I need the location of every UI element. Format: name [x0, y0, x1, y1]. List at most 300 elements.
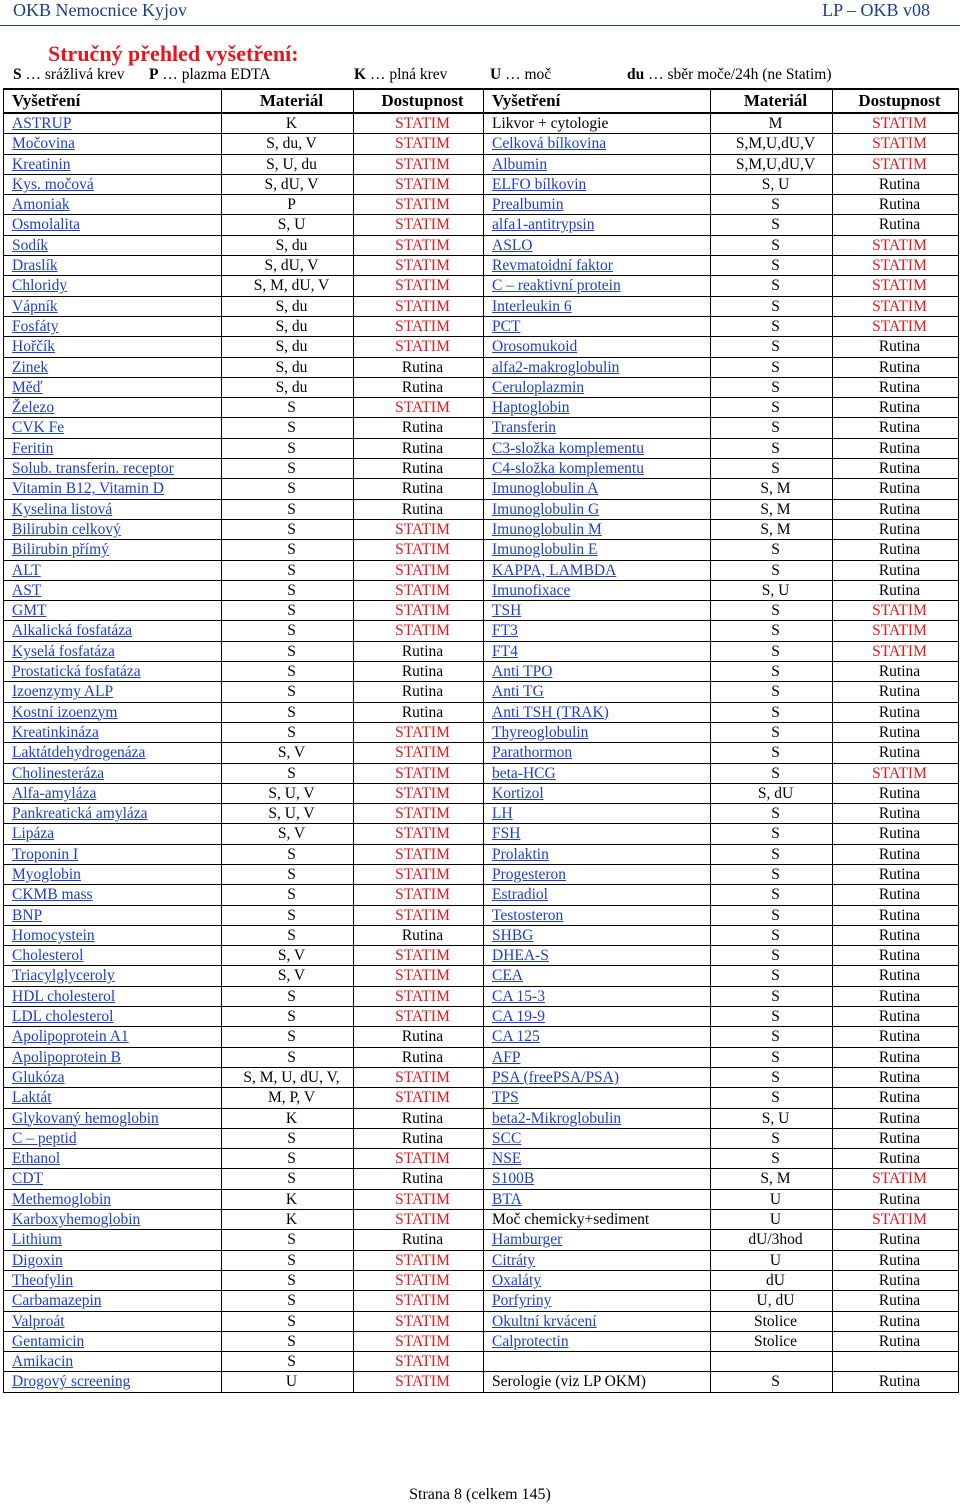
test-link[interactable]: Citráty	[492, 1251, 536, 1269]
availability-value: STATIM	[395, 764, 450, 782]
material-cell	[711, 905, 833, 925]
material-cell	[222, 1108, 354, 1128]
test-link[interactable]: Chloridy	[12, 277, 68, 295]
test-name-cell	[4, 174, 222, 194]
availability-value: STATIM	[872, 602, 927, 620]
availability-value: Rutina	[878, 967, 921, 985]
material-cell	[711, 1270, 833, 1290]
material-cell	[222, 174, 354, 194]
test-name-cell	[484, 702, 711, 722]
test-name-cell	[484, 1149, 711, 1169]
availability-cell	[833, 1189, 959, 1209]
test-link[interactable]: Prealbumin	[492, 196, 564, 214]
test-label: Likvor + cytologie	[492, 115, 609, 132]
table-row	[4, 682, 959, 702]
test-link[interactable]: Carbamazepin	[12, 1292, 102, 1310]
availability-value: STATIM	[395, 825, 450, 843]
availability-value: Rutina	[878, 480, 921, 498]
material-value: S, V	[277, 967, 306, 985]
test-link[interactable]: AFP	[492, 1048, 521, 1066]
test-link[interactable]: Haptoglobin	[492, 399, 570, 417]
test-name-cell	[484, 682, 711, 702]
test-name-cell	[4, 783, 222, 803]
availability-value: Rutina	[401, 480, 444, 498]
test-link[interactable]: CVK Fe	[12, 419, 65, 437]
test-link[interactable]: Apolipoprotein B	[12, 1048, 121, 1066]
test-link[interactable]: Methemoglobin	[12, 1190, 112, 1208]
test-link[interactable]: S100B	[492, 1170, 535, 1188]
test-link[interactable]: Calprotectin	[492, 1332, 569, 1350]
availability-value: STATIM	[395, 967, 450, 985]
test-link[interactable]: Železo	[12, 399, 55, 417]
availability-cell	[833, 398, 959, 418]
availability-cell	[833, 1331, 959, 1351]
test-link[interactable]: Sodík	[12, 236, 49, 254]
test-link[interactable]: Fosfáty	[12, 317, 59, 335]
test-link[interactable]: Kortizol	[492, 784, 544, 802]
availability-cell	[833, 601, 959, 621]
material-value: S	[771, 297, 780, 315]
test-link[interactable]: Myoglobin	[12, 865, 81, 883]
material-value: U	[285, 1373, 298, 1391]
availability-value: Rutina	[878, 865, 921, 883]
availability-value: Rutina	[401, 1231, 444, 1249]
material-cell	[222, 1291, 354, 1311]
test-link[interactable]: Močovina	[12, 135, 75, 153]
test-link[interactable]: Glukóza	[12, 1068, 65, 1086]
availability-value: Rutina	[878, 338, 921, 356]
test-link[interactable]: ELFO bílkovin	[492, 175, 587, 193]
material-value: S	[287, 1271, 296, 1289]
test-name-cell	[484, 1331, 711, 1351]
material-value: S	[771, 744, 780, 762]
availability-cell	[833, 641, 959, 661]
material-cell	[222, 804, 354, 824]
material-cell	[711, 174, 833, 194]
test-link[interactable]: beta2-Mikroglobulin	[492, 1109, 622, 1127]
test-link[interactable]: Interleukin 6	[492, 297, 572, 315]
availability-value: Rutina	[878, 358, 921, 376]
material-value: S, du	[275, 317, 308, 335]
availability-value: STATIM	[395, 399, 450, 417]
availability-cell	[354, 1088, 484, 1108]
test-name-cell	[4, 316, 222, 336]
test-link[interactable]: Testosteron	[492, 906, 564, 924]
test-name-cell	[4, 1027, 222, 1047]
test-link[interactable]: FSH	[492, 825, 521, 843]
test-link[interactable]: alfa2-makroglobulin	[492, 358, 620, 376]
availability-value: STATIM	[395, 277, 450, 295]
test-link[interactable]: ALT	[12, 561, 41, 579]
availability-value: Rutina	[878, 500, 921, 518]
test-link[interactable]: C4-složka komplementu	[492, 460, 644, 478]
material-value: S, U, V	[268, 784, 315, 802]
availability-cell	[354, 1372, 484, 1392]
test-link[interactable]: C – reaktivní protein	[492, 277, 621, 295]
test-link[interactable]: Kostní izoenzym	[12, 703, 118, 721]
availability-value: Rutina	[878, 744, 921, 762]
material-cell	[711, 418, 833, 438]
material-cell	[711, 702, 833, 722]
test-link[interactable]: HDL cholesterol	[12, 987, 116, 1005]
material-cell	[711, 337, 833, 357]
material-cell	[222, 1088, 354, 1108]
material-value: S	[287, 642, 296, 660]
availability-cell	[354, 1027, 484, 1047]
table-row	[4, 621, 959, 641]
test-link[interactable]: Feritin	[12, 439, 54, 457]
test-link[interactable]: beta-HCG	[492, 764, 556, 782]
availability-value: STATIM	[395, 297, 450, 315]
test-link[interactable]: Lithium	[12, 1231, 62, 1249]
test-name-cell	[4, 276, 222, 296]
test-link[interactable]: Alkalická fosfatáza	[12, 622, 133, 640]
material-value: S	[771, 845, 780, 863]
test-link[interactable]: Ethanol	[12, 1150, 61, 1168]
test-link[interactable]: Homocystein	[12, 926, 95, 944]
availability-value: STATIM	[395, 845, 450, 863]
table-row	[4, 1250, 959, 1270]
material-value: S	[287, 1332, 296, 1350]
availability-value: STATIM	[395, 1211, 450, 1229]
material-cell	[222, 398, 354, 418]
material-cell	[222, 925, 354, 945]
availability-cell	[833, 1210, 959, 1230]
test-link[interactable]: LH	[492, 805, 513, 823]
material-value: U	[769, 1211, 782, 1229]
test-link[interactable]: Hamburger	[492, 1231, 563, 1249]
availability-cell	[833, 235, 959, 255]
test-link[interactable]: Digoxin	[12, 1251, 63, 1269]
test-link[interactable]: Bilirubin celkový	[12, 520, 121, 538]
material-cell	[222, 986, 354, 1006]
test-link[interactable]: Triacylglyceroly	[12, 967, 115, 985]
test-name-cell	[4, 601, 222, 621]
test-name-cell	[4, 905, 222, 925]
test-link[interactable]: Porfyriny	[492, 1292, 552, 1310]
test-link[interactable]: KAPPA, LAMBDA	[492, 561, 617, 579]
test-link[interactable]: C3-složka komplementu	[492, 439, 644, 457]
availability-value: Rutina	[878, 703, 921, 721]
col-header-test: Vyšetření	[484, 89, 711, 113]
availability-cell	[354, 499, 484, 519]
availability-cell	[354, 986, 484, 1006]
test-link[interactable]: Anti TG	[492, 683, 544, 701]
availability-value: Rutina	[878, 1251, 921, 1269]
test-link[interactable]: TSH	[492, 602, 522, 620]
material-cell	[222, 337, 354, 357]
test-link[interactable]: Vitamin B12, Vitamin D	[12, 480, 164, 498]
material-cell	[222, 966, 354, 986]
test-link[interactable]: Imunoglobulin M	[492, 520, 602, 538]
test-link[interactable]: Kys. močová	[12, 175, 94, 193]
availability-value: STATIM	[872, 135, 927, 153]
test-name-cell	[484, 966, 711, 986]
test-link[interactable]: Thyreoglobulin	[492, 723, 589, 741]
availability-cell	[354, 1352, 484, 1372]
test-link[interactable]: ASLO	[492, 236, 533, 254]
test-link[interactable]: Kreatinkináza	[12, 723, 99, 741]
test-name-cell	[4, 844, 222, 864]
material-cell	[222, 316, 354, 336]
table-row	[4, 296, 959, 316]
test-name-cell	[4, 1149, 222, 1169]
material-value: S	[287, 865, 296, 883]
material-cell	[711, 316, 833, 336]
test-link[interactable]: Amoniak	[12, 196, 70, 214]
legend-item: U … moč	[490, 66, 552, 83]
test-link[interactable]: alfa1-antitrypsin	[492, 216, 595, 234]
test-name-cell	[484, 1108, 711, 1128]
test-link[interactable]: Revmatoidní faktor	[492, 257, 613, 275]
material-cell	[222, 763, 354, 783]
test-link[interactable]: NSE	[492, 1150, 522, 1168]
test-link[interactable]: TPS	[492, 1089, 519, 1107]
test-name-cell	[4, 418, 222, 438]
test-link[interactable]: Kyselina listová	[12, 500, 113, 518]
test-link[interactable]: C – peptid	[12, 1129, 77, 1147]
availability-value: Rutina	[878, 175, 921, 193]
material-value: S	[771, 825, 780, 843]
availability-cell	[833, 154, 959, 174]
test-link[interactable]: Glykovaný hemoglobin	[12, 1109, 159, 1127]
material-cell	[711, 134, 833, 154]
material-cell	[711, 966, 833, 986]
test-link[interactable]: LDL cholesterol	[12, 1008, 114, 1026]
test-link[interactable]: Albumin	[492, 155, 548, 173]
material-value: S, dU	[757, 784, 794, 802]
availability-value: STATIM	[395, 317, 450, 335]
test-link[interactable]: Celková bílkovina	[492, 135, 607, 153]
test-link[interactable]: Drogový screening	[12, 1373, 131, 1391]
test-link[interactable]: Gentamicin	[12, 1332, 85, 1350]
material-value: S	[771, 723, 780, 741]
test-link[interactable]: Lipáza	[12, 825, 55, 843]
table-row	[4, 743, 959, 763]
availability-value: STATIM	[395, 135, 450, 153]
test-link[interactable]: CKMB mass	[12, 886, 93, 904]
test-link[interactable]: CA 19-9	[492, 1008, 545, 1026]
test-link[interactable]: Pankreatická amyláza	[12, 805, 148, 823]
test-link[interactable]: Bilirubin přímý	[12, 541, 109, 559]
test-link[interactable]: Ceruloplazmin	[492, 378, 585, 396]
material-cell	[222, 1047, 354, 1067]
test-link[interactable]: PSA (freePSA/PSA)	[492, 1068, 620, 1086]
test-name-cell	[484, 743, 711, 763]
material-value: S	[287, 602, 296, 620]
test-link[interactable]: Alfa-amyláza	[12, 784, 97, 802]
test-link[interactable]: Anti TSH (TRAK)	[492, 703, 609, 721]
header-left: OKB Nemocnice Kyjov	[13, 0, 187, 20]
test-link[interactable]: FT4	[492, 642, 518, 660]
test-link[interactable]: Okultní krvácení	[492, 1312, 597, 1330]
material-value: S	[771, 926, 780, 944]
availability-cell	[833, 722, 959, 742]
test-link[interactable]: ASTRUP	[12, 115, 72, 132]
test-link[interactable]: Kreatinin	[12, 155, 71, 173]
availability-cell	[354, 337, 484, 357]
test-link[interactable]: Estradiol	[492, 886, 548, 904]
test-link[interactable]: Laktátdehydrogenáza	[12, 744, 146, 762]
availability-cell	[833, 621, 959, 641]
material-cell	[222, 540, 354, 560]
availability-cell	[354, 357, 484, 377]
test-link[interactable]: CA 15-3	[492, 987, 545, 1005]
test-link[interactable]: Prolaktin	[492, 845, 549, 863]
material-cell	[222, 357, 354, 377]
material-value: S, U, du	[266, 155, 317, 173]
test-link[interactable]: SHBG	[492, 926, 534, 944]
availability-value: Rutina	[878, 663, 921, 681]
material-value: S	[771, 663, 780, 681]
table-row	[4, 1027, 959, 1047]
test-link[interactable]: FT3	[492, 622, 518, 640]
availability-cell	[354, 438, 484, 458]
test-link[interactable]: SCC	[492, 1129, 522, 1147]
material-value: dU	[766, 1271, 785, 1289]
test-name-cell	[484, 1088, 711, 1108]
test-link[interactable]: Draslík	[12, 257, 58, 275]
material-cell	[222, 519, 354, 539]
availability-value: STATIM	[395, 541, 450, 559]
material-value: S	[771, 805, 780, 823]
test-link[interactable]: BTA	[492, 1190, 522, 1208]
availability-cell	[833, 946, 959, 966]
test-link[interactable]: Kyselá fosfatáza	[12, 642, 115, 660]
test-link[interactable]: Karboxyhemoglobin	[12, 1211, 141, 1229]
test-link[interactable]: DHEA-S	[492, 947, 549, 965]
page-title: Stručný přehled vyšetření:	[48, 41, 299, 66]
test-link[interactable]: Cholesterol	[12, 947, 84, 965]
test-name-cell	[484, 1270, 711, 1290]
material-cell	[711, 1250, 833, 1270]
material-value: K	[285, 1211, 298, 1229]
test-link[interactable]: Měď	[12, 378, 43, 396]
material-value: S	[771, 317, 780, 335]
availability-cell	[833, 519, 959, 539]
material-cell	[711, 641, 833, 661]
material-value: S	[287, 683, 296, 701]
test-name-cell	[484, 276, 711, 296]
test-link[interactable]: Anti TPO	[492, 663, 553, 681]
table-row	[4, 337, 959, 357]
material-cell	[222, 621, 354, 641]
material-cell	[222, 1311, 354, 1331]
test-link[interactable]: Vápník	[12, 297, 58, 315]
availability-cell	[833, 1291, 959, 1311]
test-name-cell	[484, 215, 711, 235]
test-link[interactable]: BNP	[12, 906, 43, 924]
material-value: U, dU	[756, 1292, 795, 1310]
availability-value: Rutina	[878, 1109, 921, 1127]
material-cell	[222, 134, 354, 154]
material-value: S, du, V	[266, 135, 317, 153]
test-link[interactable]: Orosomukoid	[492, 338, 578, 356]
test-link[interactable]: Imunoglobulin E	[492, 541, 598, 559]
table-row	[4, 580, 959, 600]
test-name-cell	[484, 235, 711, 255]
table-row	[4, 824, 959, 844]
test-link[interactable]: PCT	[492, 317, 521, 335]
test-link[interactable]: Imunoglobulin A	[492, 480, 599, 498]
material-value: S	[771, 622, 780, 640]
test-name-cell	[484, 1250, 711, 1270]
test-link[interactable]: Parathormon	[492, 744, 573, 762]
table-row	[4, 844, 959, 864]
test-name-cell	[484, 580, 711, 600]
material-value: S	[771, 886, 780, 904]
test-link[interactable]: Prostatická fosfatáza	[12, 663, 141, 681]
availability-value: Rutina	[401, 683, 444, 701]
table-row	[4, 1169, 959, 1189]
test-link[interactable]: Apolipoprotein A1	[12, 1028, 129, 1046]
test-link[interactable]: Hořčík	[12, 338, 56, 356]
test-link[interactable]: Izoenzymy ALP	[12, 683, 114, 701]
test-link[interactable]: Theofylin	[12, 1271, 74, 1289]
test-link[interactable]: CDT	[12, 1170, 43, 1188]
test-link[interactable]: Imunofixace	[492, 581, 571, 599]
availability-value: Rutina	[878, 1231, 921, 1249]
test-link[interactable]: AST	[12, 581, 42, 599]
test-name-cell	[484, 1352, 711, 1372]
material-cell	[711, 256, 833, 276]
test-link[interactable]: Troponin I	[12, 845, 79, 863]
table-row	[4, 1189, 959, 1209]
test-link[interactable]: Cholinesteráza	[12, 764, 105, 782]
availability-value: Rutina	[401, 419, 444, 437]
material-value: S	[287, 845, 296, 863]
availability-cell	[833, 1067, 959, 1087]
availability-value: STATIM	[395, 520, 450, 538]
test-link[interactable]: Oxaláty	[492, 1271, 542, 1289]
availability-value: Rutina	[878, 1332, 921, 1350]
availability-value: STATIM	[395, 987, 450, 1005]
test-name-cell	[4, 885, 222, 905]
material-cell	[222, 1372, 354, 1392]
test-link[interactable]: Zinek	[12, 358, 49, 376]
test-name-cell	[4, 377, 222, 397]
availability-cell	[354, 1270, 484, 1290]
test-name-cell	[484, 316, 711, 336]
legend-item: P … plazma EDTA	[149, 66, 271, 83]
test-link[interactable]: Amikacin	[12, 1353, 74, 1371]
availability-value: STATIM	[395, 744, 450, 762]
test-link[interactable]: CA 125	[492, 1028, 540, 1046]
availability-value: STATIM	[395, 1190, 450, 1208]
test-link[interactable]: CEA	[492, 967, 523, 985]
material-value: S	[771, 236, 780, 254]
availability-cell	[354, 418, 484, 438]
test-link[interactable]: Osmolalita	[12, 216, 81, 234]
availability-cell	[354, 377, 484, 397]
availability-value: STATIM	[872, 277, 927, 295]
material-cell	[222, 215, 354, 235]
material-cell	[222, 235, 354, 255]
table-row	[4, 195, 959, 215]
test-link[interactable]: Transferin	[492, 419, 557, 437]
test-link[interactable]: Solub. transferin. receptor	[12, 460, 174, 478]
availability-cell	[833, 702, 959, 722]
test-link[interactable]: Imunoglobulin G	[492, 500, 600, 518]
availability-cell	[833, 925, 959, 945]
table-row	[4, 702, 959, 722]
test-link[interactable]: Progesteron	[492, 865, 567, 883]
table-row	[4, 1210, 959, 1230]
material-value: S, du	[275, 236, 308, 254]
test-link[interactable]: Laktát	[12, 1089, 52, 1107]
test-link[interactable]: GMT	[12, 602, 47, 620]
test-link[interactable]: Valproát	[12, 1312, 65, 1330]
